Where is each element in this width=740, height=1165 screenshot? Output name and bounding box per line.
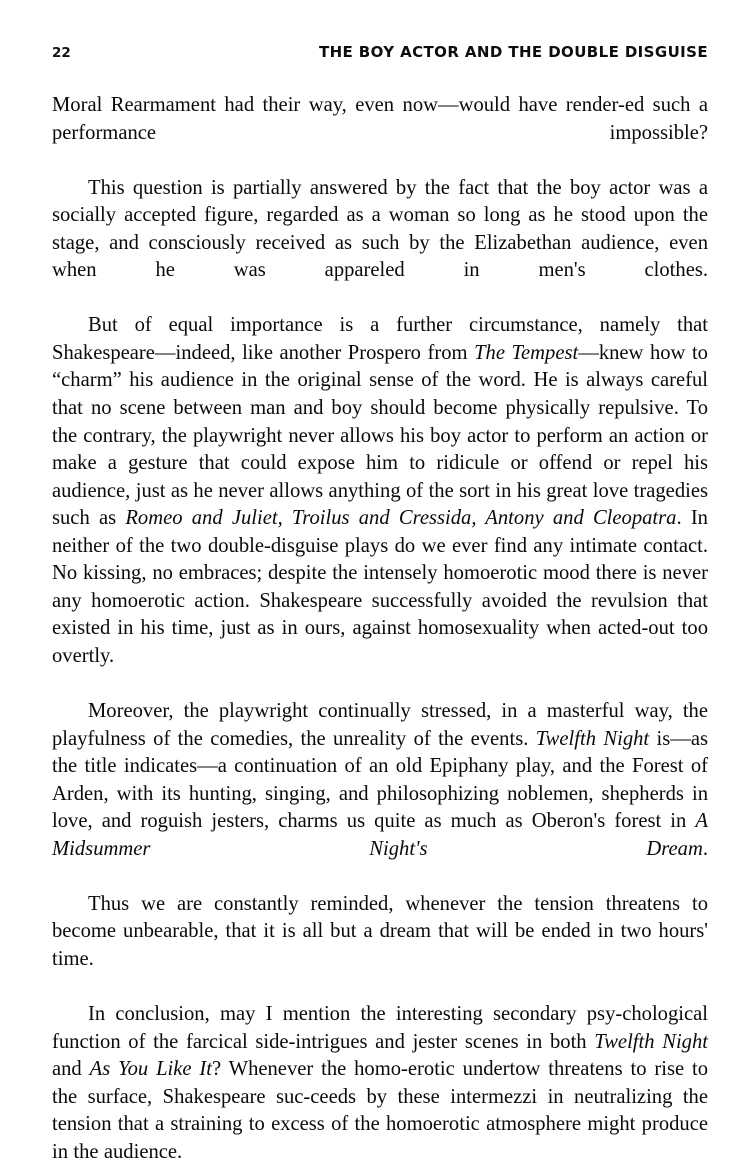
running-head-title: THE BOY ACTOR AND THE DOUBLE DISGUISE <box>318 43 708 61</box>
paragraph <box>52 891 708 1001</box>
title-italic: The Tempest <box>474 341 579 364</box>
text-run: Moral Rearmament had their way, even now—would have render-ed such a performance impossible? <box>52 94 708 144</box>
paragraph <box>52 175 708 313</box>
paragraph <box>52 312 708 698</box>
body-text-block <box>52 92 708 1165</box>
title-italic: A Midsummer Night's Dream <box>52 810 708 860</box>
title-italic: Twelfth Night <box>535 727 650 750</box>
text-run: But of equal importance is a further circumstance, namely that Shakespeare—indeed, like another Prospero from <box>52 314 708 364</box>
paragraph <box>52 1001 708 1165</box>
title-italic: Twelfth Night <box>594 1030 708 1053</box>
text-run: —knew how to “charm” his audience in the original sense of the word. He is always careful that no scene between man and boy should become physically repulsive. To the contrary, the playwright never allows his boy actor to perform an action or make a gesture that could expose him to ridicule or offend or repel his audience, just as he never allows anything of the sort in his great love tragedies such as <box>52 341 708 530</box>
text-run: ? Whenever the homo-erotic undertow threatens to rise to the surface, Shakespeare suc-ceeds by these intermezzi in neutralizing the tension that a straining to excess of the homoerotic atmosphere might produce in the audience. <box>52 1058 708 1163</box>
text-run: In conclusion, may I mention the interesting secondary psy-chological function of the farcical side-intrigues and jester scenes in both <box>52 1003 708 1053</box>
running-head <box>52 45 708 67</box>
text-run: . In neither of the two double-disguise plays do we ever find any intimate contact. No kissing, no embraces; despite the intensely homoerotic mood there is never any homoerotic action. Shakespeare successfully avoided the revulsion that existed in his time, just as in ours, against homosexuality when acted-out too overtly. <box>52 507 708 667</box>
text-run: . <box>702 837 708 860</box>
text-run: and <box>52 1058 90 1081</box>
page-number: 22 <box>52 45 71 61</box>
title-italic: As You Like It <box>89 1058 212 1081</box>
text-run: Thus we are constantly reminded, whenever the tension threatens to become unbearable, that it is all but a dream that will be ended in two hours' time. <box>52 892 708 970</box>
paragraph <box>52 92 708 175</box>
title-italic: Romeo and Juliet, Troilus and Cressida, Antony and Cleopatra <box>125 507 677 530</box>
text-run: This question is partially answered by the fact that the boy actor was a socially accepted figure, regarded as a woman so long as he stood upon the stage, and consciously received as such by the Elizabethan audience, even when he was appareled in men's clothes. <box>52 176 708 282</box>
text-run: is—as the title indicates—a continuation of an old Epiphany play, and the Forest of Arden, with its hunting, singing, and philosophizing noblemen, shepherds in love, and roguish jesters, charms us quite as much as Oberon's forest in <box>52 727 708 833</box>
text-run: Moreover, the playwright continually stressed, in a masterful way, the playfulness of the comedies, the unreality of the events. <box>52 700 708 750</box>
paragraph <box>52 698 708 891</box>
